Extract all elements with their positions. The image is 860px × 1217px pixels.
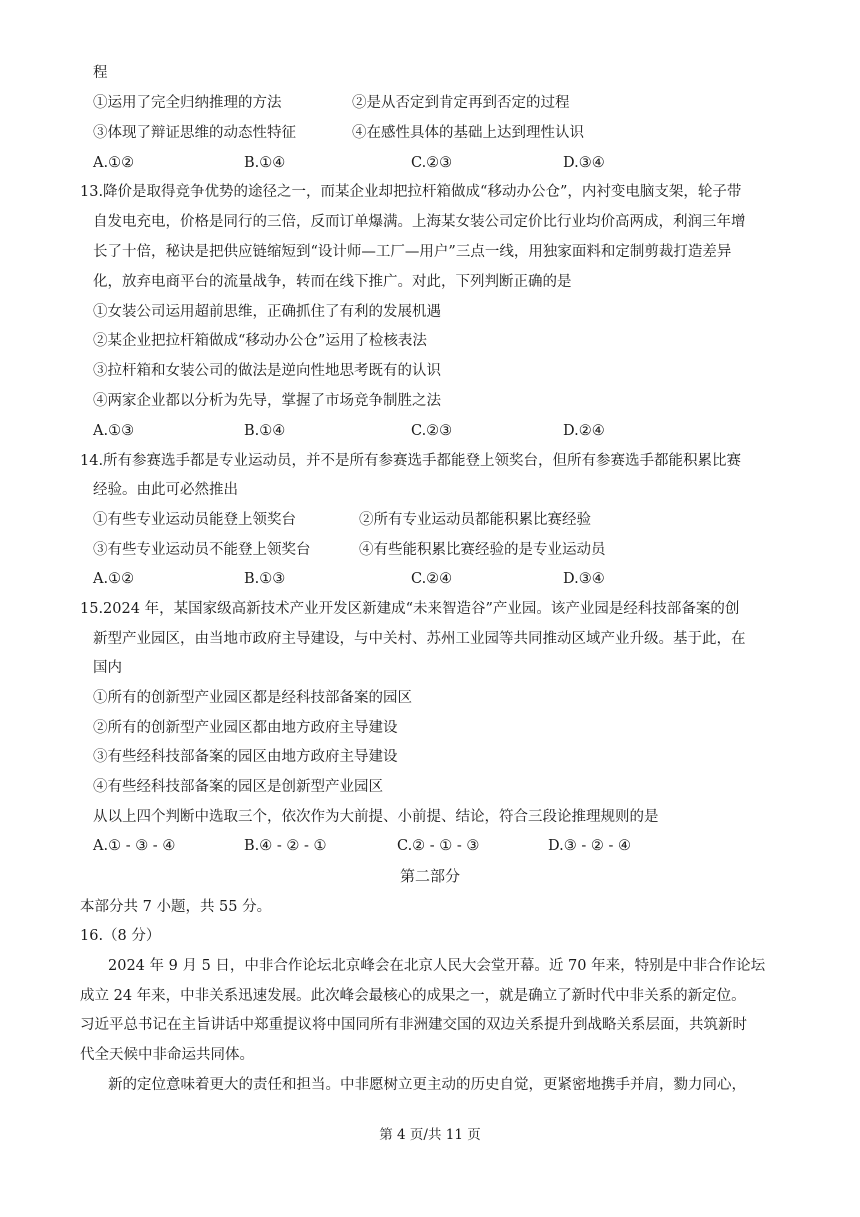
q14-option-a: A.①②	[93, 571, 135, 587]
q12-option-a: A.①②	[93, 155, 135, 171]
q14-option-b: B.①③	[244, 571, 286, 587]
q16-label: 16.（8 分）	[80, 928, 161, 944]
q13-option-b: B.①④	[244, 423, 286, 439]
q16-para1-line-2: 成立 24 年来，中非关系迅速发展。此次峰会最核心的成果之一，就是确立了新时代中非关系的新定位。	[80, 988, 746, 1004]
q16-para1-line-4: 代全天候中非命运共同体。	[80, 1047, 254, 1063]
q16-para1-line-3: 习近平总书记在主旨讲话中郑重提议将中国同所有非洲建交国的双边关系提升到战略关系层面，共筑新时	[80, 1017, 747, 1033]
q14-choice-3: ③有些专业运动员不能登上领奖台	[93, 542, 311, 558]
q15-option-c: C.② - ① - ③	[397, 838, 480, 854]
q14-stem-line-2: 经验。由此可必然推出	[93, 482, 238, 498]
q13-stem-line-4: 化，放弃电商平台的流量战争，转而在线下推广。对此，下列判断正确的是	[93, 274, 572, 290]
q15-option-a: A.① - ③ - ④	[93, 838, 176, 854]
q14-option-d: D.③④	[563, 571, 605, 587]
q15-choice-4: ④有些经科技部备案的园区是创新型产业园区	[93, 779, 383, 795]
q13-stem-line-2: 自发电充电，价格是同行的三倍，反而订单爆满。上海某女装公司定价比行业均价高两成，利润三年增	[93, 214, 746, 230]
q15-stem-line-3: 国内	[93, 660, 122, 676]
page-footer: 第 4 页/共 11 页	[379, 1127, 481, 1143]
q14-choice-1: ①有些专业运动员能登上领奖台	[93, 512, 296, 528]
q12-option-c: C.②③	[411, 155, 453, 171]
q12-choice-4: ④在感性具体的基础上达到理性认识	[352, 125, 584, 141]
q13-stem-line-3: 长了十倍，秘诀是把供应链缩短到“设计师—工厂—用户”三点一线，用独家面料和定制剪裁打造差异	[93, 244, 732, 260]
q12-choice-3: ③体现了辩证思维的动态性特征	[93, 125, 296, 141]
part-two-intro: 本部分共 7 小题，共 55 分。	[80, 899, 272, 915]
q12-option-d: D.③④	[563, 155, 605, 171]
q16-para1-line-1: 2024 年 9 月 5 日，中非合作论坛北京峰会在北京人民大会堂开幕。近 70 年来，特别是中非合作论坛	[108, 958, 766, 974]
q14-stem-line-1: 14.所有参赛选手都是专业运动员，并不是所有参赛选手都能登上领奖台，但所有参赛选手都能积累比赛	[80, 453, 742, 469]
q16-para2-line-1: 新的定位意味着更大的责任和担当。中非愿树立更主动的历史自觉，更紧密地携手并肩，勠力同心，	[108, 1077, 746, 1093]
q13-option-a: A.①③	[93, 423, 135, 439]
part-two-title: 第二部分	[399, 867, 460, 885]
q15-question: 从以上四个判断中选取三个，依次作为大前提、小前提、结论，符合三段论推理规则的是	[93, 809, 659, 825]
q15-choice-3: ③有些经科技部备案的园区由地方政府主导建设	[93, 749, 398, 765]
q14-option-c: C.②④	[411, 571, 453, 587]
q13-choice-2: ②某企业把拉杆箱做成“移动办公仓”运用了检核表法	[93, 333, 427, 349]
q13-option-d: D.②④	[563, 423, 605, 439]
q15-choice-1: ①所有的创新型产业园区都是经科技部备案的园区	[93, 690, 412, 706]
q15-stem-line-1: 15.2024 年，某国家级高新技术产业开发区新建成“未来智造谷”产业园。该产业园是经科技部备案的创	[80, 601, 740, 617]
q13-choice-1: ①女装公司运用超前思维，正确抓住了有利的发展机遇	[93, 304, 441, 320]
q13-choice-3: ③拉杆箱和女装公司的做法是逆向性地思考既有的认识	[93, 363, 441, 379]
q12-choice-2: ②是从否定到肯定再到否定的过程	[352, 95, 570, 111]
q14-choice-2: ②所有专业运动员都能积累比赛经验	[359, 512, 591, 528]
q14-choice-4: ④有些能积累比赛经验的是专业运动员	[359, 542, 606, 558]
q12-stem-end: 程	[93, 65, 108, 81]
q15-choice-2: ②所有的创新型产业园区都由地方政府主导建设	[93, 720, 398, 736]
q12-option-b: B.①④	[244, 155, 286, 171]
q15-option-d: D.③ - ② - ④	[548, 838, 631, 854]
q12-choice-1: ①运用了完全归纳推理的方法	[93, 95, 282, 111]
q15-stem-line-2: 新型产业园区，由当地市政府主导建设，与中关村、苏州工业园等共同推动区域产业升级。基于此，在	[93, 631, 746, 647]
q13-stem-line-1: 13.降价是取得竞争优势的途径之一，而某企业却把拉杆箱做成“移动办公仓”，内衬变电脑支架，轮子带	[80, 184, 742, 200]
q13-option-c: C.②③	[411, 423, 453, 439]
q15-option-b: B.④ - ② - ①	[244, 838, 327, 854]
q13-choice-4: ④两家企业都以分析为先导，掌握了市场竞争制胜之法	[93, 393, 441, 409]
